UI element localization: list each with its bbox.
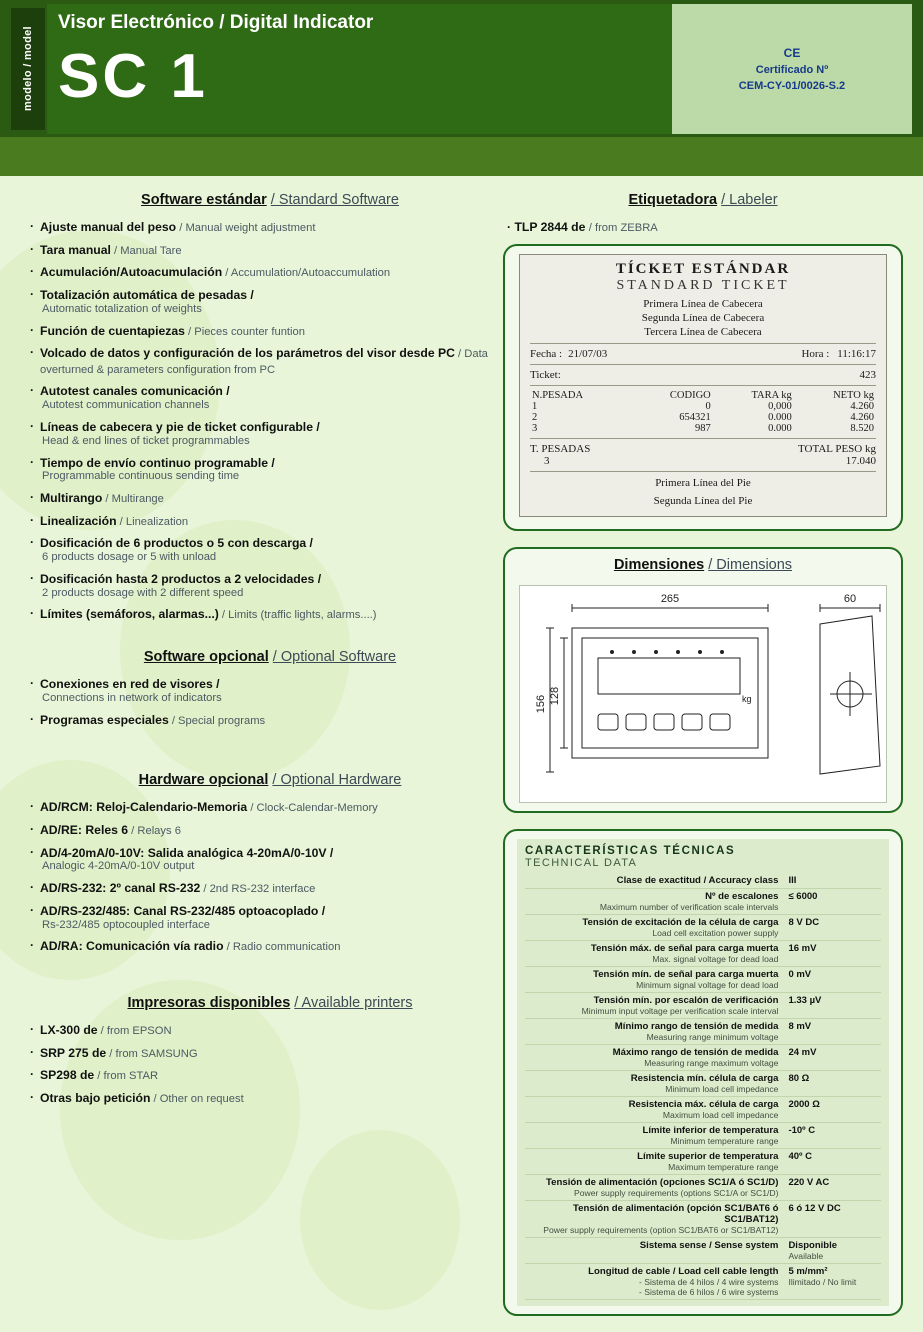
ticket-cell: 3: [532, 423, 538, 435]
ticket-row: [530, 401, 876, 412]
ticket-number-label: Ticket:: [530, 369, 561, 382]
standard-software-item-es: Dosificación de 6 productos o 5 con descarga /: [40, 536, 313, 551]
standard-software-item: [30, 324, 510, 340]
ticket-row: [530, 412, 876, 423]
printers-heading-es: Impresoras disponibles: [127, 994, 291, 1011]
printer-item-es: LX-300 de: [40, 1022, 98, 1037]
optional-hardware-item: [30, 800, 510, 816]
standard-software-item: [30, 420, 510, 449]
standard-software-item: [30, 220, 510, 236]
ticket-cell: 2: [532, 412, 538, 424]
technical-row-value: 2000 Ω: [788, 1096, 881, 1122]
standard-software-item: [30, 243, 510, 259]
ticket-cell: 987: [695, 423, 711, 435]
standard-software-item: [30, 491, 510, 507]
ticket-datetime-row: [530, 348, 876, 360]
optional-software-item-en-below: Connections in network of indicators: [42, 691, 222, 704]
ticket-title-en: STANDARD TICKET: [616, 278, 790, 293]
technical-row-label: [525, 1096, 788, 1122]
technical-row-label: [525, 1122, 788, 1148]
technical-label-es: Límite superior de temperatura: [637, 1150, 779, 1162]
technical-row-value: Disponible Available: [788, 1237, 881, 1263]
ticket-number-value: 423: [859, 369, 876, 382]
technical-row: [525, 992, 881, 1018]
technical-data-table-wrap: [517, 839, 889, 1306]
optional-software-heading-en: / Optional Software: [272, 649, 397, 666]
printer-item-en: / from SAMSUNG: [106, 1047, 198, 1060]
optional-hardware-item-en: / 2nd RS-232 interface: [200, 883, 316, 896]
standard-software-item-en: / Accumulation/Autoaccumulation: [222, 267, 391, 280]
optional-hardware-heading: [30, 772, 510, 788]
technical-row: [525, 1070, 881, 1096]
technical-label-en: - Sistema de 6 hilos / 6 wire systems: [638, 1286, 779, 1297]
standard-software-item: [30, 346, 510, 377]
standard-software-item-en: / Manual weight adjustment: [176, 222, 316, 234]
ticket-header-line-1: Primera Línea de Cabecera: [643, 298, 763, 310]
ticket-row: [530, 423, 876, 434]
optional-software-item-en: / Special programs: [168, 714, 266, 727]
ticket-total-count: 3: [544, 455, 550, 468]
technical-label-en: Minimum temperature range: [670, 1135, 779, 1146]
ticket-header-line-3: Tercera Línea de Cabecera: [644, 325, 762, 338]
technical-value-en: Available: [788, 1250, 824, 1261]
printers-heading: [30, 995, 510, 1011]
technical-label-en: - Sistema de 4 hilos / 4 wire systems: [638, 1276, 779, 1287]
dimension-height-inner: 128: [549, 686, 561, 706]
optional-hardware-item: [30, 904, 510, 933]
technical-row: [525, 1263, 881, 1299]
standard-software-heading-es: Software estándar: [141, 192, 267, 208]
standard-software-item: [30, 288, 510, 317]
technical-label-en: Max. signal voltage for dead load: [652, 953, 779, 964]
standard-software-item-es: Autotest canales comunicación /: [40, 384, 230, 399]
optional-hardware-item: [30, 881, 510, 897]
technical-row: [525, 1122, 881, 1148]
left-column: [30, 192, 510, 1114]
optional-hardware-item-en-below: Analogic 4-20mA/0-10V output: [42, 860, 195, 873]
technical-row-label: [525, 1174, 788, 1200]
optional-hardware-item-en: / Clock-Calendar-Memory: [247, 802, 378, 815]
technical-row-label: [525, 940, 788, 966]
technical-label-es: Longitud de cable / Load cell cable length: [588, 1265, 779, 1277]
page-title: Visor Electrónico / Digital Indicator: [58, 12, 374, 33]
standard-software-item-es: Tara manual: [40, 242, 111, 257]
technical-row: [525, 888, 881, 914]
optional-hardware-heading-es: Hardware opcional: [138, 772, 269, 789]
technical-row-value: 0 mV: [788, 966, 881, 992]
technical-row-value: ≤ 6000: [788, 888, 881, 914]
model-name: SC 1: [58, 42, 208, 111]
technical-label-en: Power supply requirements (option SC1/BAT6 or SC1/BAT12): [543, 1224, 779, 1235]
standard-software-item-es: Acumulación/Autoacumulación: [40, 265, 223, 280]
technical-label-en: Maximum load cell impedance: [662, 1109, 779, 1120]
standard-software-list: [30, 220, 510, 623]
dimensions-panel: [503, 547, 903, 813]
technical-row-label: [525, 1263, 788, 1299]
technical-row-label: [525, 1070, 788, 1096]
technical-row-label: [525, 1237, 788, 1263]
ticket-total-weight-label: TOTAL PESO kg: [798, 443, 876, 456]
standard-software-item: [30, 607, 510, 623]
ticket-header-line-2: Segunda Línea de Cabecera: [641, 311, 765, 324]
labeler-heading: [503, 192, 903, 208]
ticket-col-0: N.PESADA: [532, 390, 584, 402]
technical-row: [525, 1200, 881, 1237]
printer-item-es: SP298 de: [40, 1068, 95, 1083]
technical-row-value: 80 Ω: [788, 1070, 881, 1096]
ticket-cell: 0.000: [768, 423, 792, 435]
optional-software-item: [30, 677, 510, 706]
standard-software-item-en-below: 6 products dosage or 5 with unload: [42, 551, 217, 564]
standard-software-item-es: Multirango: [40, 491, 103, 506]
standard-software-item-es: Dosificación hasta 2 productos a 2 velocidades /: [40, 571, 322, 586]
technical-row: [525, 966, 881, 992]
technical-row-label: [525, 992, 788, 1018]
standard-software-item-es: Linealización: [40, 513, 117, 528]
technical-row-value: 16 mV: [788, 940, 881, 966]
technical-label-en: Minimum signal voltage for dead load: [636, 979, 779, 990]
ticket-col-1: CODIGO: [669, 390, 711, 402]
printer-item-en: / from STAR: [94, 1070, 159, 1083]
optional-hardware-item-en: / Relays 6: [128, 824, 181, 837]
ticket-cell: 4.260: [850, 401, 874, 413]
optional-hardware-item-en: / Radio communication: [223, 941, 341, 954]
optional-software-list: [30, 677, 510, 728]
technical-row: [525, 940, 881, 966]
technical-row-value: III: [788, 873, 881, 889]
technical-label-es: Clase de exactitud / Accuracy class: [616, 874, 779, 886]
labeler-heading-es: Etiquetadora: [628, 192, 718, 208]
technical-label-es: Máximo rango de tensión de medida: [612, 1046, 779, 1058]
optional-hardware-item-es: AD/RA: Comunicación vía radio: [40, 939, 224, 954]
ticket-panel: [503, 244, 903, 531]
ticket-table-header: [530, 390, 876, 401]
technical-label-es: Tensión de excitación de la célula de carga: [582, 916, 779, 928]
technical-title-en: TECHNICAL DATA: [525, 856, 638, 869]
printers-heading-en: / Available printers: [294, 994, 413, 1011]
labeler-item-en: / from ZEBRA: [588, 222, 658, 234]
technical-label-en: Minimum input voltage per verification scale interval: [581, 1005, 779, 1016]
standard-software-item-en: / Linealization: [116, 515, 189, 528]
ticket-cell: 0: [705, 401, 711, 413]
technical-label-es: Nº de escalones: [705, 890, 779, 902]
technical-value-en: Ilimitado / No limit: [788, 1276, 857, 1287]
ticket-foot-line-1: Primera Línea del Pie: [655, 477, 751, 490]
technical-row: [525, 1148, 881, 1174]
printer-item-en: / Other on request: [150, 1092, 244, 1105]
technical-label-es: Tensión mín. de señal para carga muerta: [593, 968, 779, 980]
technical-row-value: 5 m/mm² Ilimitado / No limit: [788, 1263, 881, 1299]
standard-software-item: [30, 384, 510, 413]
standard-software-item-en-below: Programmable continuous sending time: [42, 470, 240, 483]
technical-data-panel: [503, 829, 903, 1316]
standard-software-item-en-below: Automatic totalization of weights: [42, 302, 202, 315]
labeler-item: [507, 220, 903, 234]
ticket-hour-value: 11:16:17: [837, 348, 876, 361]
dimensions-heading-en: / Dimensions: [708, 556, 793, 573]
printer-item-en: / from EPSON: [97, 1024, 172, 1037]
optional-hardware-item-es: AD/4-20mA/0-10V: Salida analógica 4-20mA/0-10V /: [40, 845, 334, 860]
ticket-table: [530, 390, 876, 434]
technical-row: [525, 1044, 881, 1070]
dimensions-heading-es: Dimensiones: [613, 556, 705, 573]
technical-row: [525, 914, 881, 940]
optional-software-item-es: Programas especiales: [40, 712, 169, 727]
printers-list: [30, 1023, 510, 1107]
standard-software-item-en-below: Head & end lines of ticket programmables: [42, 434, 250, 447]
technical-label-en: Maximum number of verification scale intervals: [599, 901, 779, 912]
ticket-date-value: 21/07/03: [568, 348, 608, 361]
technical-row-label: [525, 966, 788, 992]
technical-row-label: [525, 888, 788, 914]
technical-table: [525, 873, 881, 1300]
printer-item: [30, 1091, 510, 1107]
ticket-foot-line-2: Segunda Línea del Pie: [653, 494, 753, 507]
labeler-item-es: TLP 2844 de: [514, 220, 586, 234]
optional-software-heading-es: Software opcional: [143, 649, 269, 666]
standard-software-item-en-below: Autotest communication channels: [42, 399, 210, 412]
ce-certificate-box: [672, 4, 912, 134]
technical-row-label: [525, 1044, 788, 1070]
technical-row-value: 6 ó 12 V DC: [788, 1200, 881, 1237]
technical-row-label: [525, 1200, 788, 1237]
ticket-cell: 0.000: [768, 412, 792, 424]
standard-software-heading-en: / Standard Software: [270, 192, 399, 208]
technical-label-en: Power supply requirements (options SC1/A or SC1/D): [574, 1187, 779, 1198]
technical-label-es: Tensión máx. de señal para carga muerta: [590, 942, 779, 954]
standard-software-item-en: / Limits (traffic lights, alarms....): [218, 609, 377, 622]
technical-row-label: [525, 873, 788, 889]
standard-software-item-en: / Manual Tare: [110, 244, 182, 257]
standard-software-item-es: Volcado de datos y configuración de los parámetros del visor desde PC: [40, 346, 455, 361]
ticket-hour-label: Hora :: [801, 348, 830, 361]
ce-certificate-number: CEM-CY-01/0026-S.2: [738, 80, 846, 92]
standard-software-item-en: / Multirange: [102, 493, 164, 506]
labeler-heading-en: / Labeler: [721, 192, 778, 208]
ce-certificate-label: Certificado Nº: [755, 63, 829, 76]
right-column: [503, 192, 903, 1332]
technical-row: [525, 873, 881, 889]
standard-software-item: [30, 265, 510, 281]
ticket-total-weight: 17.040: [845, 455, 876, 468]
optional-hardware-item-es: AD/RCM: Reloj-Calendario-Memoria: [40, 800, 248, 815]
technical-title-es: CARACTERÍSTICAS TÉCNICAS: [525, 844, 736, 857]
ce-mark: CE: [783, 45, 801, 60]
ticket-col-3: NETO kg: [833, 390, 874, 402]
page-header: [0, 0, 923, 176]
technical-row-label: [525, 1018, 788, 1044]
technical-row-value: 1.33 µV: [788, 992, 881, 1018]
technical-label-en: Measuring range minimum voltage: [646, 1031, 779, 1042]
technical-label-es: Mínimo rango de tensión de medida: [614, 1020, 779, 1032]
ticket-totals-values: [530, 455, 876, 467]
dimension-width: 265: [660, 592, 680, 605]
standard-software-item-es: Totalización automática de pesadas /: [40, 287, 254, 302]
technical-row-value: 24 mV: [788, 1044, 881, 1070]
ticket-title-es: TÍCKET ESTÁNDAR: [615, 261, 791, 277]
technical-row: [525, 1174, 881, 1200]
dimension-depth: 60: [843, 592, 857, 605]
optional-hardware-item-es: AD/RS-232: 2º canal RS-232: [40, 881, 201, 896]
optional-software-item-es: Conexiones en red de visores /: [40, 677, 220, 692]
technical-row-value: 8 mV: [788, 1018, 881, 1044]
technical-label-en: Minimum load cell impedance: [665, 1083, 779, 1094]
ticket-sample: [519, 254, 887, 517]
optional-hardware-item: [30, 823, 510, 839]
ticket-cell: 0,000: [768, 401, 792, 413]
optional-hardware-item-en-below: Rs-232/485 optocoupled interface: [42, 918, 210, 931]
optional-software-heading: [30, 649, 510, 665]
printer-item-es: Otras bajo petición: [40, 1090, 151, 1105]
ticket-totals-row: [530, 443, 876, 455]
standard-software-item-es: Límites (semáforos, alarmas...): [40, 607, 219, 622]
technical-label-es: Sistema sense / Sense system: [639, 1239, 779, 1251]
optional-hardware-item-es: AD/RS-232/485: Canal RS-232/485 optoacoplado /: [40, 903, 326, 918]
printer-item: [30, 1068, 510, 1084]
standard-software-item-es: Función de cuentapiezas: [40, 323, 185, 338]
standard-software-item: [30, 456, 510, 485]
technical-label-es: Tensión de alimentación (opciones SC1/A ó SC1/D): [546, 1176, 779, 1188]
technical-label-es: Límite inferior de temperatura: [642, 1124, 779, 1136]
technical-label-en: Load cell excitation power supply: [652, 927, 779, 938]
technical-row: [525, 1237, 881, 1263]
standard-software-item-es: Líneas de cabecera y pie de ticket configurable /: [40, 420, 320, 434]
optional-hardware-heading-en: / Optional Hardware: [272, 772, 402, 789]
ticket-cell: 8.520: [850, 423, 874, 435]
standard-software-item-es: Tiempo de envío continuo programable /: [40, 455, 275, 470]
model-tab-label: modelo / model: [11, 8, 45, 130]
ticket-cell: 654321: [679, 412, 711, 424]
ticket-cell: 4.260: [850, 412, 874, 424]
standard-software-item: [30, 572, 510, 601]
printer-item: [30, 1046, 510, 1062]
ticket-total-count-label: T. PESADAS: [530, 443, 591, 456]
technical-row-value: 220 V AC: [788, 1174, 881, 1200]
technical-row-value: 40º C: [788, 1148, 881, 1174]
technical-row-value: -10º C: [788, 1122, 881, 1148]
technical-label-es: Tensión mín. por escalón de verificación: [593, 994, 779, 1006]
optional-hardware-item: [30, 846, 510, 875]
technical-row-value: 8 V DC: [788, 914, 881, 940]
printer-item-es: SRP 275 de: [40, 1045, 107, 1060]
ticket-cell: 1: [532, 401, 538, 413]
optional-hardware-list: [30, 800, 510, 955]
standard-software-item: [30, 514, 510, 530]
standard-software-item-en: / Pieces counter funtion: [184, 325, 305, 338]
ticket-number-row: [530, 369, 876, 381]
technical-label-en: Measuring range maximum voltage: [644, 1057, 779, 1068]
technical-row: [525, 1018, 881, 1044]
background-decoration-5: [300, 1130, 460, 1310]
optional-hardware-item-es: AD/RE: Reles 6: [40, 822, 129, 837]
technical-label-es: Resistencia mín. célula de carga: [630, 1072, 779, 1084]
ticket-col-2: TARA kg: [751, 390, 792, 402]
standard-software-item-en: / Data overturned & parameters configuration from PC: [40, 348, 488, 376]
dimension-height-outer: 156: [535, 694, 547, 714]
technical-label-es: Tensión de alimentación (opción SC1/BAT6 ó SC1/BAT12): [573, 1202, 779, 1225]
technical-label-es: Resistencia máx. célula de carga: [628, 1098, 779, 1110]
dimension-unit-label: kg: [742, 693, 752, 704]
technical-row-label: [525, 1148, 788, 1174]
standard-software-item: [30, 536, 510, 565]
technical-label-en: Maximum temperature range: [668, 1161, 779, 1172]
dimensions-drawing: [519, 585, 887, 803]
technical-row: [525, 1096, 881, 1122]
dimensions-svg: [520, 586, 896, 800]
technical-row-label: [525, 914, 788, 940]
standard-software-item-en-below: 2 products dosage with 2 different speed: [42, 586, 244, 599]
optional-hardware-item: [30, 939, 510, 955]
standard-software-item-es: Ajuste manual del peso: [40, 220, 177, 234]
dimensions-heading: [513, 557, 893, 573]
printer-item: [30, 1023, 510, 1039]
standard-software-heading: [30, 192, 510, 208]
ticket-date-label: Fecha :: [530, 348, 563, 361]
optional-software-item: [30, 713, 510, 729]
